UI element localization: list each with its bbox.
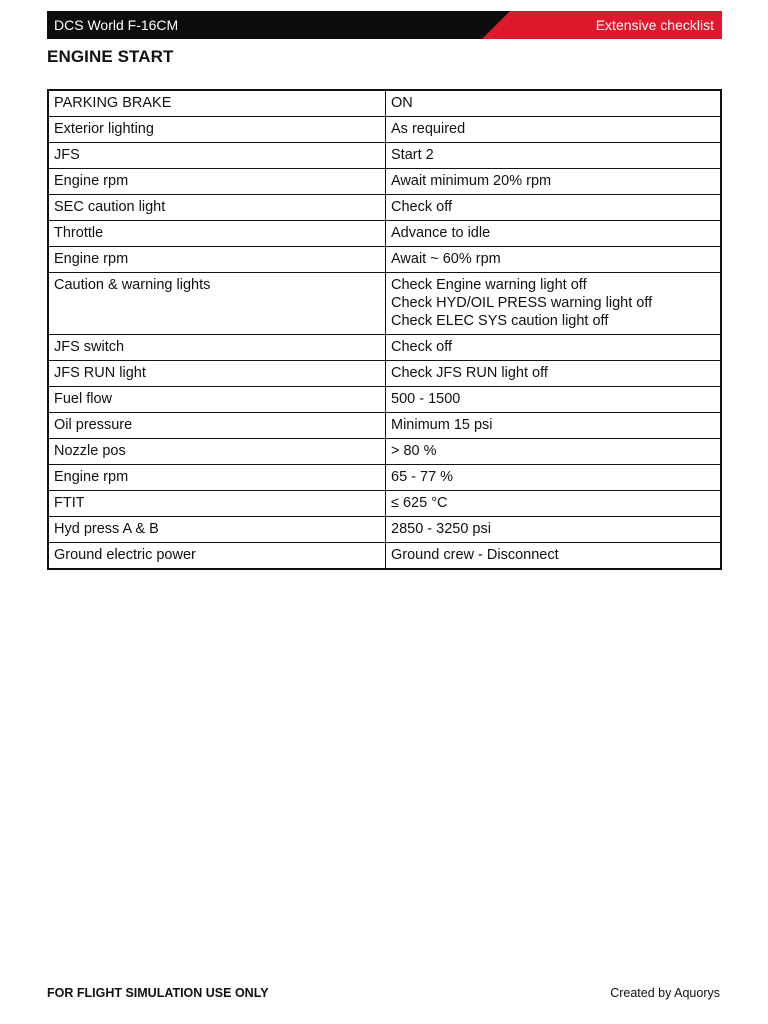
checklist-action [386, 465, 722, 491]
checklist-action-line: > 80 % [391, 443, 437, 459]
checklist-row [48, 465, 721, 491]
checklist-row [48, 90, 721, 117]
checklist-row [48, 169, 721, 195]
checklist-action-line: Check off [391, 199, 452, 215]
checklist-action-line: Advance to idle [391, 225, 491, 241]
checklist-row [48, 247, 721, 273]
checklist-action-line: 2850 - 3250 psi [391, 521, 491, 537]
checklist-action-line: Check Engine warning light off [391, 277, 587, 293]
checklist-action [386, 491, 722, 517]
checklist-action-line: Check ELEC SYS caution light off [391, 313, 609, 329]
checklist-item: Ground electric power [48, 543, 386, 570]
checklist-action-line: As required [391, 121, 466, 137]
checklist-type-label: Extensive checklist [595, 17, 714, 33]
checklist-action-line: Minimum 15 psi [391, 417, 493, 433]
checklist-row [48, 273, 721, 335]
checklist-item: Throttle [48, 221, 386, 247]
checklist-item: JFS RUN light [48, 361, 386, 387]
checklist-action [386, 439, 722, 465]
checklist-table [47, 89, 722, 570]
checklist-item: JFS switch [48, 335, 386, 361]
checklist-row [48, 387, 721, 413]
checklist-row [48, 361, 721, 387]
checklist-action [386, 273, 722, 335]
checklist-item: Engine rpm [48, 169, 386, 195]
checklist-action-line: Check off [391, 339, 452, 355]
checklist-item: Nozzle pos [48, 439, 386, 465]
checklist-action [386, 90, 722, 117]
checklist-action [386, 143, 722, 169]
checklist-action [386, 247, 722, 273]
checklist-row [48, 221, 721, 247]
checklist-action-line: Check HYD/OIL PRESS warning light off [391, 295, 653, 311]
checklist-action [386, 335, 722, 361]
checklist-action-line: Ground crew - Disconnect [391, 547, 559, 563]
checklist-row [48, 143, 721, 169]
checklist-item: Engine rpm [48, 247, 386, 273]
checklist-action [386, 195, 722, 221]
checklist-row [48, 117, 721, 143]
author-credit: Created by Aquorys [610, 986, 720, 1000]
header-bar [47, 11, 722, 39]
section-title: ENGINE START [47, 47, 174, 66]
checklist-item: Engine rpm [48, 465, 386, 491]
checklist-action [386, 387, 722, 413]
checklist-action-line: Await ~ 60% rpm [391, 251, 501, 267]
checklist-item: Hyd press A & B [48, 517, 386, 543]
checklist-action [386, 221, 722, 247]
document-title: DCS World F-16CM [54, 17, 179, 33]
checklist-item: Caution & warning lights [48, 273, 386, 335]
checklist-action-line: 500 - 1500 [391, 391, 461, 407]
checklist-row [48, 439, 721, 465]
checklist-action [386, 517, 722, 543]
checklist-action [386, 543, 722, 570]
checklist-action [386, 413, 722, 439]
checklist-action-line: 65 - 77 % [391, 469, 454, 485]
disclaimer: FOR FLIGHT SIMULATION USE ONLY [47, 986, 269, 1000]
checklist-row [48, 195, 721, 221]
checklist-row [48, 517, 721, 543]
checklist-body [48, 90, 721, 569]
checklist-action-line: ≤ 625 °C [391, 495, 448, 511]
checklist-row [48, 543, 721, 570]
checklist-action-line: Start 2 [391, 147, 434, 163]
checklist-action [386, 117, 722, 143]
checklist-item: FTIT [48, 491, 386, 517]
checklist-action [386, 361, 722, 387]
checklist-action-line: Await minimum 20% rpm [391, 173, 552, 189]
checklist-action [386, 169, 722, 195]
checklist-item: JFS [48, 143, 386, 169]
checklist-row [48, 491, 721, 517]
checklist-row [48, 413, 721, 439]
checklist-item: Fuel flow [48, 387, 386, 413]
checklist-action-line: ON [391, 95, 413, 111]
checklist-item: Oil pressure [48, 413, 386, 439]
checklist-row [48, 335, 721, 361]
checklist-item: Exterior lighting [48, 117, 386, 143]
checklist-action-line: Check JFS RUN light off [391, 365, 548, 381]
checklist-item: SEC caution light [48, 195, 386, 221]
checklist-item: PARKING BRAKE [48, 90, 386, 117]
